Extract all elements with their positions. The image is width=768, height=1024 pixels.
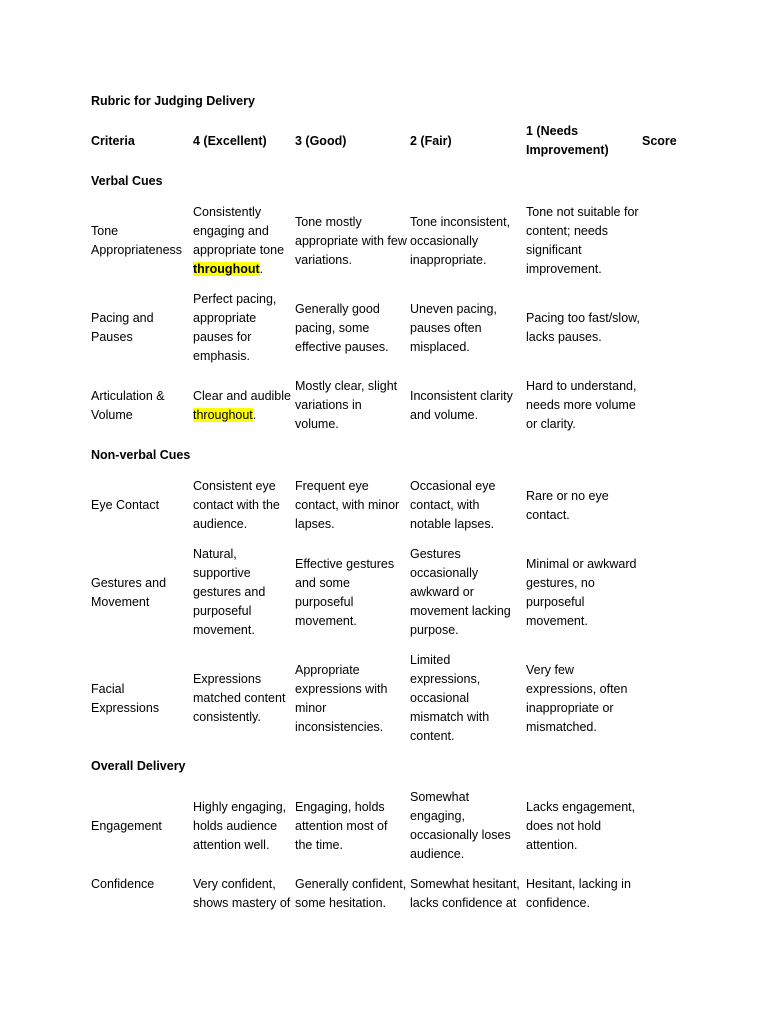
- table-row-confidence: [0, 875, 768, 913]
- needs-improvement-cell: Hard to understand, needs more volume or clarity.: [526, 379, 637, 431]
- excellent-text-end: .: [252, 407, 257, 422]
- excellent-cell: Expressions matched content consistently.: [193, 672, 286, 724]
- good-cell: Tone mostly appropriate with few variations.: [295, 214, 407, 267]
- excellent-cell: [193, 203, 293, 279]
- fair-cell: Occasional eye contact, with notable lapses.: [410, 479, 496, 531]
- criteria-cell: Articulation & Volume: [91, 388, 165, 422]
- table-row-engagement: [0, 788, 768, 864]
- criteria-cell: Eye Contact: [91, 498, 160, 512]
- table-row-facial-expressions: [0, 651, 768, 746]
- header-excellent: 4 (Excellent): [193, 133, 267, 148]
- table-header-row: [0, 122, 768, 160]
- good-line2: some hesitation.: [295, 896, 387, 910]
- needs-improvement-cell: Lacks engagement, does not hold attention.: [526, 799, 636, 852]
- needs-improvement-line1: Hesitant, lacking in: [526, 877, 631, 891]
- good-cell: Effective gestures and some purposeful movement.: [295, 556, 395, 628]
- header-score: Score: [642, 133, 677, 148]
- header-needs-improvement: [526, 122, 640, 160]
- highlighted-word: throughout: [193, 262, 260, 276]
- excellent-cell: Highly engaging, holds audience attention well.: [193, 799, 287, 852]
- needs-improvement-cell: Very few expressions, often inappropriate or mismatched.: [526, 662, 628, 734]
- section-nonverbal-cues: [0, 446, 768, 465]
- excellent-line2: shows mastery of: [193, 896, 291, 910]
- good-cell: Appropriate expressions with minor inconsistencies.: [295, 662, 388, 734]
- excellent-cell: Natural, supportive gestures and purposeful movement.: [193, 547, 266, 637]
- good-cell: [295, 875, 408, 913]
- fair-cell: Gestures occasionally awkward or movement lacking purpose.: [410, 547, 511, 637]
- excellent-cell: Perfect pacing, appropriate pauses for emphasis.: [193, 292, 277, 363]
- fair-cell: Uneven pacing, pauses often misplaced.: [410, 301, 497, 354]
- excellent-cell: [193, 875, 293, 913]
- criteria-cell: Pacing and Pauses: [91, 311, 154, 344]
- table-row-gestures: [0, 545, 768, 640]
- criteria-cell: Confidence: [91, 877, 155, 891]
- section-overall-delivery: [0, 757, 768, 776]
- header-good: 3 (Good): [295, 133, 347, 148]
- criteria-cell: Engagement: [91, 818, 162, 833]
- fair-cell: Inconsistent clarity and volume.: [410, 388, 513, 422]
- header-criteria: Criteria: [91, 133, 135, 148]
- fair-line2: lacks confidence at: [410, 896, 517, 910]
- fair-cell: Somewhat engaging, occasionally loses audience.: [410, 790, 511, 861]
- good-cell: Generally good pacing, some effective pauses.: [295, 301, 389, 354]
- excellent-line1: Very confident,: [193, 877, 276, 891]
- fair-line1: Somewhat hesitant,: [410, 877, 520, 891]
- header-needs-improvement-line1: 1 (Needs: [526, 124, 579, 138]
- good-cell: Mostly clear, slight variations in volume.: [295, 379, 398, 431]
- needs-improvement-cell: Minimal or awkward gestures, no purposeful movement.: [526, 556, 637, 628]
- excellent-cell: Consistent eye contact with the audience.: [193, 479, 280, 531]
- needs-improvement-line2: confidence.: [526, 896, 590, 910]
- criteria-cell: Facial Expressions: [91, 681, 160, 715]
- criteria-cell: Gestures and Movement: [91, 575, 167, 609]
- table-row-eye-contact: [0, 477, 768, 534]
- excellent-text-end: .: [259, 262, 264, 276]
- good-cell: Frequent eye contact, with minor lapses.: [295, 479, 400, 531]
- table-row-articulation: [0, 377, 768, 434]
- section-verbal-cues: [0, 172, 768, 191]
- document-title: Rubric for Judging Delivery: [91, 94, 255, 108]
- fair-cell: Limited expressions, occasional mismatch with content.: [410, 653, 490, 743]
- fair-cell: Tone inconsistent, occasionally inappropriate.: [410, 214, 511, 267]
- needs-improvement-cell: Rare or no eye contact.: [526, 488, 609, 522]
- section-label: Verbal Cues: [91, 174, 163, 188]
- good-line1: Generally confident,: [295, 877, 407, 891]
- section-label: Non-verbal Cues: [91, 448, 191, 462]
- excellent-cell: [193, 377, 293, 434]
- fair-cell: [410, 875, 523, 913]
- needs-improvement-cell: [526, 875, 640, 913]
- section-label: Overall Delivery: [91, 759, 186, 773]
- table-row-tone: [0, 203, 768, 279]
- good-cell: Engaging, holds attention most of the time.: [295, 799, 388, 852]
- header-needs-improvement-line2: Improvement): [526, 143, 609, 157]
- table-row-pacing: [0, 290, 768, 366]
- excellent-text: Consistently engaging and appropriate tone: [193, 205, 285, 257]
- header-fair: 2 (Fair): [410, 133, 452, 148]
- needs-improvement-cell: Tone not suitable for content; needs significant improvement.: [526, 205, 639, 276]
- highlighted-word: throughout: [193, 407, 253, 422]
- criteria-cell: Tone Appropriateness: [91, 224, 183, 257]
- excellent-text: Clear and audible: [193, 388, 291, 403]
- needs-improvement-cell: Pacing too fast/slow, lacks pauses.: [526, 311, 640, 344]
